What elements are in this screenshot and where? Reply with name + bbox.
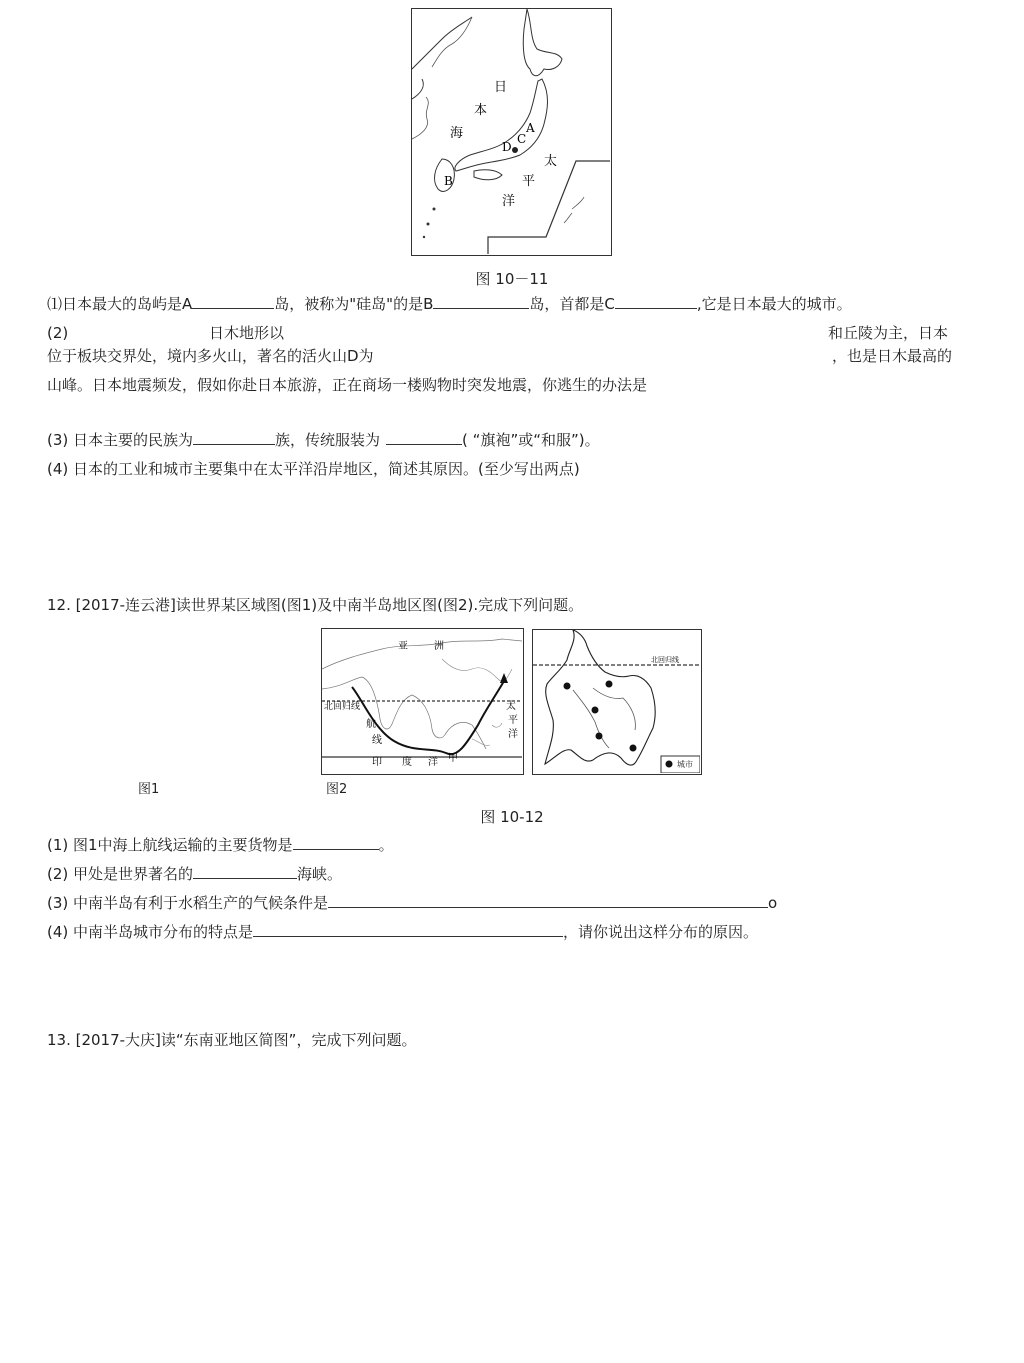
q12-p4-text-b: ，请你说出这样分布的原因。 — [563, 923, 759, 941]
label-B: B — [444, 174, 453, 188]
answer-blank[interactable] — [193, 864, 297, 879]
answer-blank[interactable] — [193, 430, 275, 445]
label-ben: 本 — [474, 103, 488, 118]
q11-p1-text-a: ⑴日本最大的岛屿是A — [47, 295, 193, 313]
q11-part4: (4) 日本的工业和城市主要集中在太平洋沿岸地区，简述其原因。(至少写出两点) — [47, 460, 580, 478]
world-region-map-fig1 — [321, 628, 524, 775]
fig2-label-tropic: 北回归线 — [651, 656, 679, 664]
indochina-map-fig2 — [532, 629, 702, 775]
q12-title: 12. [2017-连云港]读世界某区域图(图1)及中南半岛地区图(图2).完成下列问题。 — [47, 596, 584, 614]
answer-blank[interactable] — [615, 294, 697, 309]
q12-p3-text-a: (3) 中南半岛有利于水稻生产的气候条件是 — [47, 894, 329, 912]
q11-p3-text-a: (3) 日本主要的民族为 — [47, 431, 194, 449]
fig1-label-tropic: 北回归线 — [324, 702, 361, 712]
q12-p3-text-b: o — [768, 894, 778, 912]
answer-blank[interactable] — [386, 430, 462, 445]
answer-blank[interactable] — [192, 294, 274, 309]
label-ping: 平 — [522, 174, 536, 189]
q11-p1-text-b: 岛，被称为"硅岛"的是B — [274, 295, 434, 313]
q12-part2 — [47, 864, 342, 884]
fig1-label: 图1 — [138, 782, 160, 797]
fig2-label: 图2 — [326, 782, 348, 797]
q11-part2-text-d: ，也是日木最高的 — [832, 347, 953, 365]
q11-p3-text-c: ( “旗袍”或“和服”)。 — [462, 431, 600, 449]
japan-map — [411, 8, 612, 256]
label-D: D — [502, 140, 512, 154]
q11-part1 — [47, 294, 852, 314]
figure-caption-10-12: 图 10-12 — [480, 808, 544, 826]
q12-p2-text-b: 海峡。 — [297, 865, 343, 883]
answer-blank[interactable] — [293, 835, 379, 850]
fig1-label-zhou: 洲 — [434, 641, 444, 652]
q11-part2-text-a: 日木地形以 — [209, 324, 285, 342]
q12-p4-text-a: (4) 中南半岛城市分布的特点是 — [47, 923, 254, 941]
q11-part2-text-e: 山峰。日本地震频发，假如你赴日本旅游，正在商场一楼购物时突发地震，你逃生的办法是 — [47, 376, 648, 394]
q11-part2-text-c: 位于板块交界处，境内多火山，著名的活火山D为 — [47, 347, 374, 365]
label-C: C — [517, 132, 527, 146]
fig1-label-yin: 印 — [372, 757, 382, 768]
answer-blank[interactable] — [328, 893, 768, 908]
q12-part1 — [47, 835, 394, 855]
fig2-city-legend-label: 城市 — [677, 760, 693, 769]
label-yang: 洋 — [502, 194, 516, 209]
label-tai: 太 — [544, 154, 558, 169]
q12-part3 — [47, 893, 777, 913]
q11-part2-num: (2) — [47, 324, 69, 342]
q12-p2-text-a: (2) 甲处是世界著名的 — [47, 865, 194, 883]
label-A: A — [526, 121, 535, 135]
label-ri: 日 — [494, 80, 508, 95]
fig1-label-yang: 洋 — [428, 757, 438, 768]
q12-part4 — [47, 922, 758, 942]
fig1-label-asia: 亚 — [398, 641, 408, 652]
q11-part3 — [47, 430, 600, 450]
fig1-label-yang2: 洋 — [508, 729, 518, 740]
q11-part2-text-b: 和丘陵为主，日本 — [828, 324, 949, 342]
q11-p1-text-c: 岛，首都是C — [529, 295, 615, 313]
q12-p1-text-b: 。 — [378, 836, 394, 854]
fig1-label-du: 度 — [402, 757, 412, 768]
figure-caption-10-11: 图 10－11 — [475, 270, 549, 288]
q13-title: 13. [2017-大庆]读“东南亚地区简图”，完成下列问题。 — [47, 1031, 417, 1049]
answer-blank[interactable] — [253, 922, 563, 937]
q11-p1-text-d: ,它是日本最大的城市。 — [696, 295, 852, 313]
fig1-label-xian: 线 — [372, 735, 382, 746]
label-hai: 海 — [450, 126, 464, 141]
fig1-label-ping: 平 — [508, 715, 518, 726]
fig1-label-hang: 航 — [366, 719, 376, 730]
answer-blank[interactable] — [433, 294, 529, 309]
fig1-label-tai: 太 — [506, 701, 516, 712]
q11-p3-text-b: 族，传统服装为 — [275, 431, 381, 449]
fig1-label-jia: 甲 — [448, 753, 458, 764]
q12-p1-text-a: (1) 图1中海上航线运输的主要货物是 — [47, 836, 293, 854]
